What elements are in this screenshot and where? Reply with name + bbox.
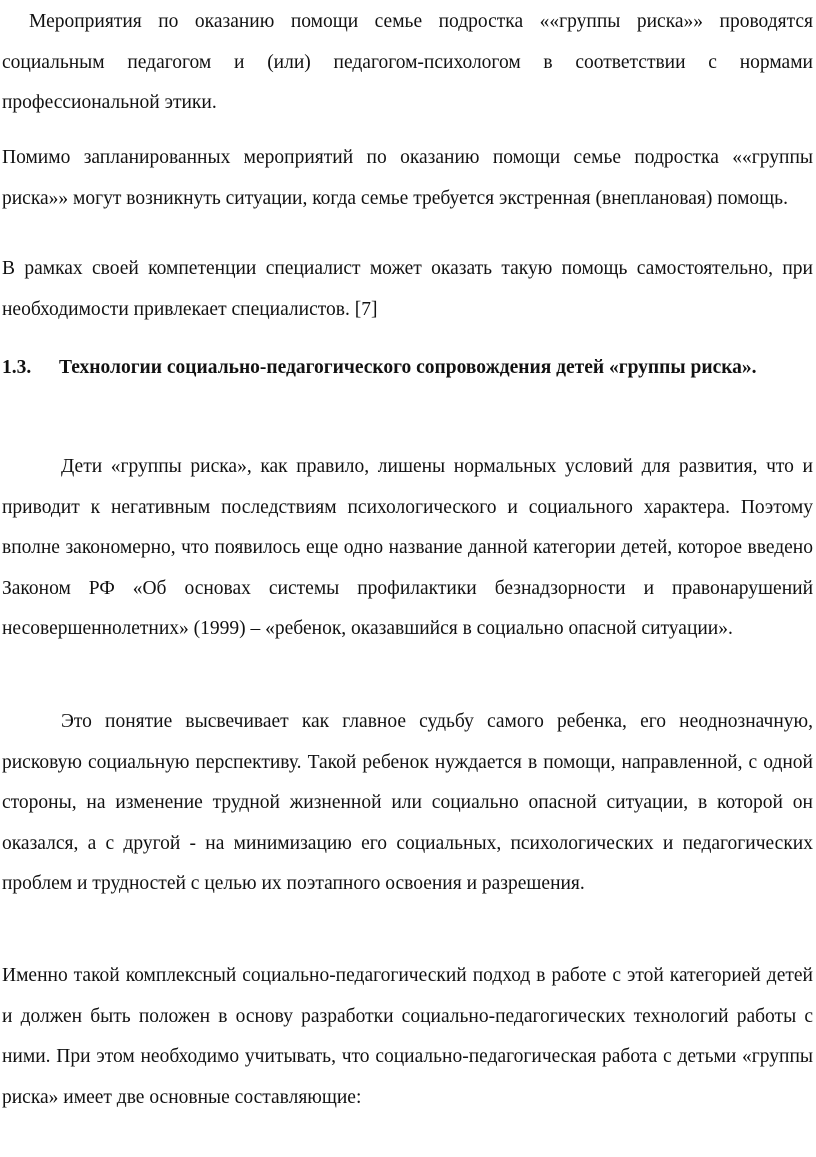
section-number: 1.3.: [2, 357, 32, 378]
paragraph-5: Это понятие высвечивает как главное судьбу самого ребенка, его неоднозначную, рисковую социальную перспективу. Такой ребенок нуждается в помощи, направленной, с одной стороны, на изменение трудной жизненной или социально опасной ситуации, в которой он оказался, а с другой - на минимизацию его социальных, психологических и педагогических проблем и трудностей с целью их поэтапного освоения и разрешения.: [2, 711, 813, 895]
paragraph-3: В рамках своей компетенции специалист может оказать такую помощь самостоятельно, при необходимости привлекает специалистов. [7]: [2, 258, 813, 320]
section-title: Технологии социально-педагогического сопровождения детей «группы риска».: [59, 357, 757, 378]
section-heading: [2, 348, 813, 389]
paragraph-6: Именно такой комплексный социально-педагогический подход в работе с этой категорией детей и должен быть положен в основу разработки социально-педагогических технологий работы с ними. При этом необходимо учитывать, что социально-педагогическая работа с детьми «группы риска» имеет две основные составляющие:: [2, 965, 813, 1108]
paragraph-2: Помимо запланированных мероприятий по оказанию помощи семье подростка ««группы риска»» могут возникнуть ситуации, когда семье требуется экстренная (внеплановая) помощь.: [2, 147, 813, 209]
paragraph-4: Дети «группы риска», как правило, лишены нормальных условий для развития, что и приводит к негативным последствиям психологического и социального характера. Поэтому вполне закономерно, что появилось еще одно название данной категории детей, которое введено Законом РФ «Об основах системы профилактики безнадзорности и правонарушений несовершеннолетних» (1999) – «ребенок, оказавшийся в социально опасной ситуации».: [2, 456, 813, 640]
paragraph-1: Мероприятия по оказанию помощи семье подростка ««группы риска»» проводятся социальным педагогом и (или) педагогом-психологом в соответствии с нормами профессиональной этики.: [2, 11, 813, 114]
